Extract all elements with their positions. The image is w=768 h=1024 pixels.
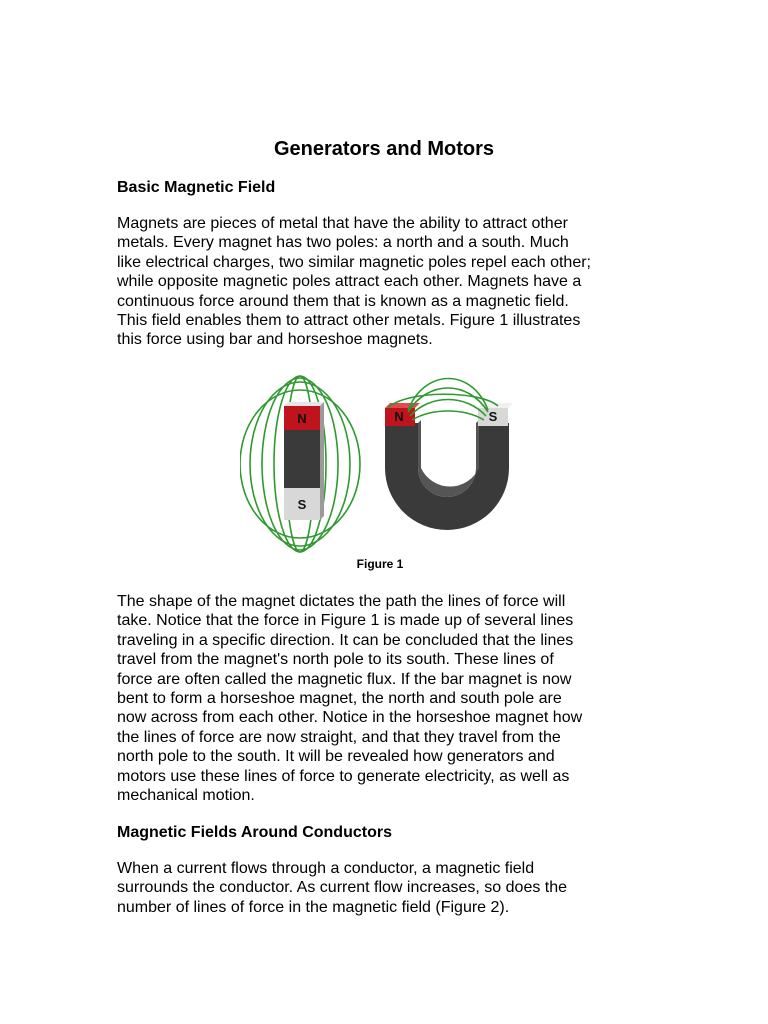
text-line: travel from the magnet's north pole to its south. These lines of	[117, 651, 554, 669]
text-line: The shape of the magnet dictates the path the lines of force will	[117, 593, 566, 610]
text-line: metals. Every magnet has two poles: a north and a south. Much	[117, 234, 569, 252]
section-heading-basic-magnetic-field: Basic Magnetic Field	[117, 179, 276, 196]
horseshoe-north-label: N	[394, 409, 404, 424]
text-line: while opposite magnetic poles attract each other. Magnets have a	[117, 273, 582, 291]
text-line: the lines of force are now straight, and that they travel from the	[117, 728, 561, 746]
paragraph-conductors	[117, 859, 677, 917]
figure-1-magnets	[240, 368, 530, 560]
bar-magnet-south-label: S	[297, 497, 307, 512]
text-line: traveling in a specific direction. It can be concluded that the lines	[117, 631, 574, 649]
text-line: now across from each other. Notice in the horseshoe magnet how	[117, 709, 583, 727]
bar-magnet	[284, 402, 324, 520]
text-line: This field enables them to attract other metals. Figure 1 illustrates	[117, 312, 581, 330]
page-title: Generators and Motors	[273, 138, 495, 160]
text-line: bent to form a horseshoe magnet, the north and south pole are	[117, 690, 562, 708]
paragraph-lines-of-force	[117, 592, 677, 805]
bar-magnet-north-label: N	[297, 411, 307, 426]
text-line: surrounds the conductor. As current flow increases, so does the	[117, 879, 568, 897]
horseshoe-south-label: S	[488, 409, 498, 424]
text-line: force are often called the magnetic flux. If the bar magnet is now	[117, 670, 572, 688]
text-line: When a current flows through a conductor, a magnetic field	[117, 860, 535, 877]
text-line: mechanical motion.	[117, 787, 255, 805]
text-line: continuous force around them that is known as a magnetic field.	[117, 292, 569, 310]
text-line: number of lines of force in the magnetic field (Figure 2).	[117, 898, 510, 916]
figure-1-caption: Figure 1	[356, 557, 404, 571]
text-line: take. Notice that the force in Figure 1 is made up of several lines	[117, 612, 574, 630]
text-line: motors use these lines of force to generate electricity, as well as	[117, 767, 570, 785]
paragraph-magnets-intro	[117, 214, 677, 350]
text-line: this force using bar and horseshoe magnets.	[117, 331, 433, 349]
text-line: north pole to the south. It will be revealed how generators and	[117, 748, 555, 766]
text-line: Magnets are pieces of metal that have the ability to attract other	[117, 215, 568, 232]
section-heading-magnetic-fields-conductors: Magnetic Fields Around Conductors	[117, 824, 392, 841]
horseshoe-magnet	[385, 403, 513, 530]
text-line: like electrical charges, two similar magnetic poles repel each other;	[117, 253, 591, 271]
